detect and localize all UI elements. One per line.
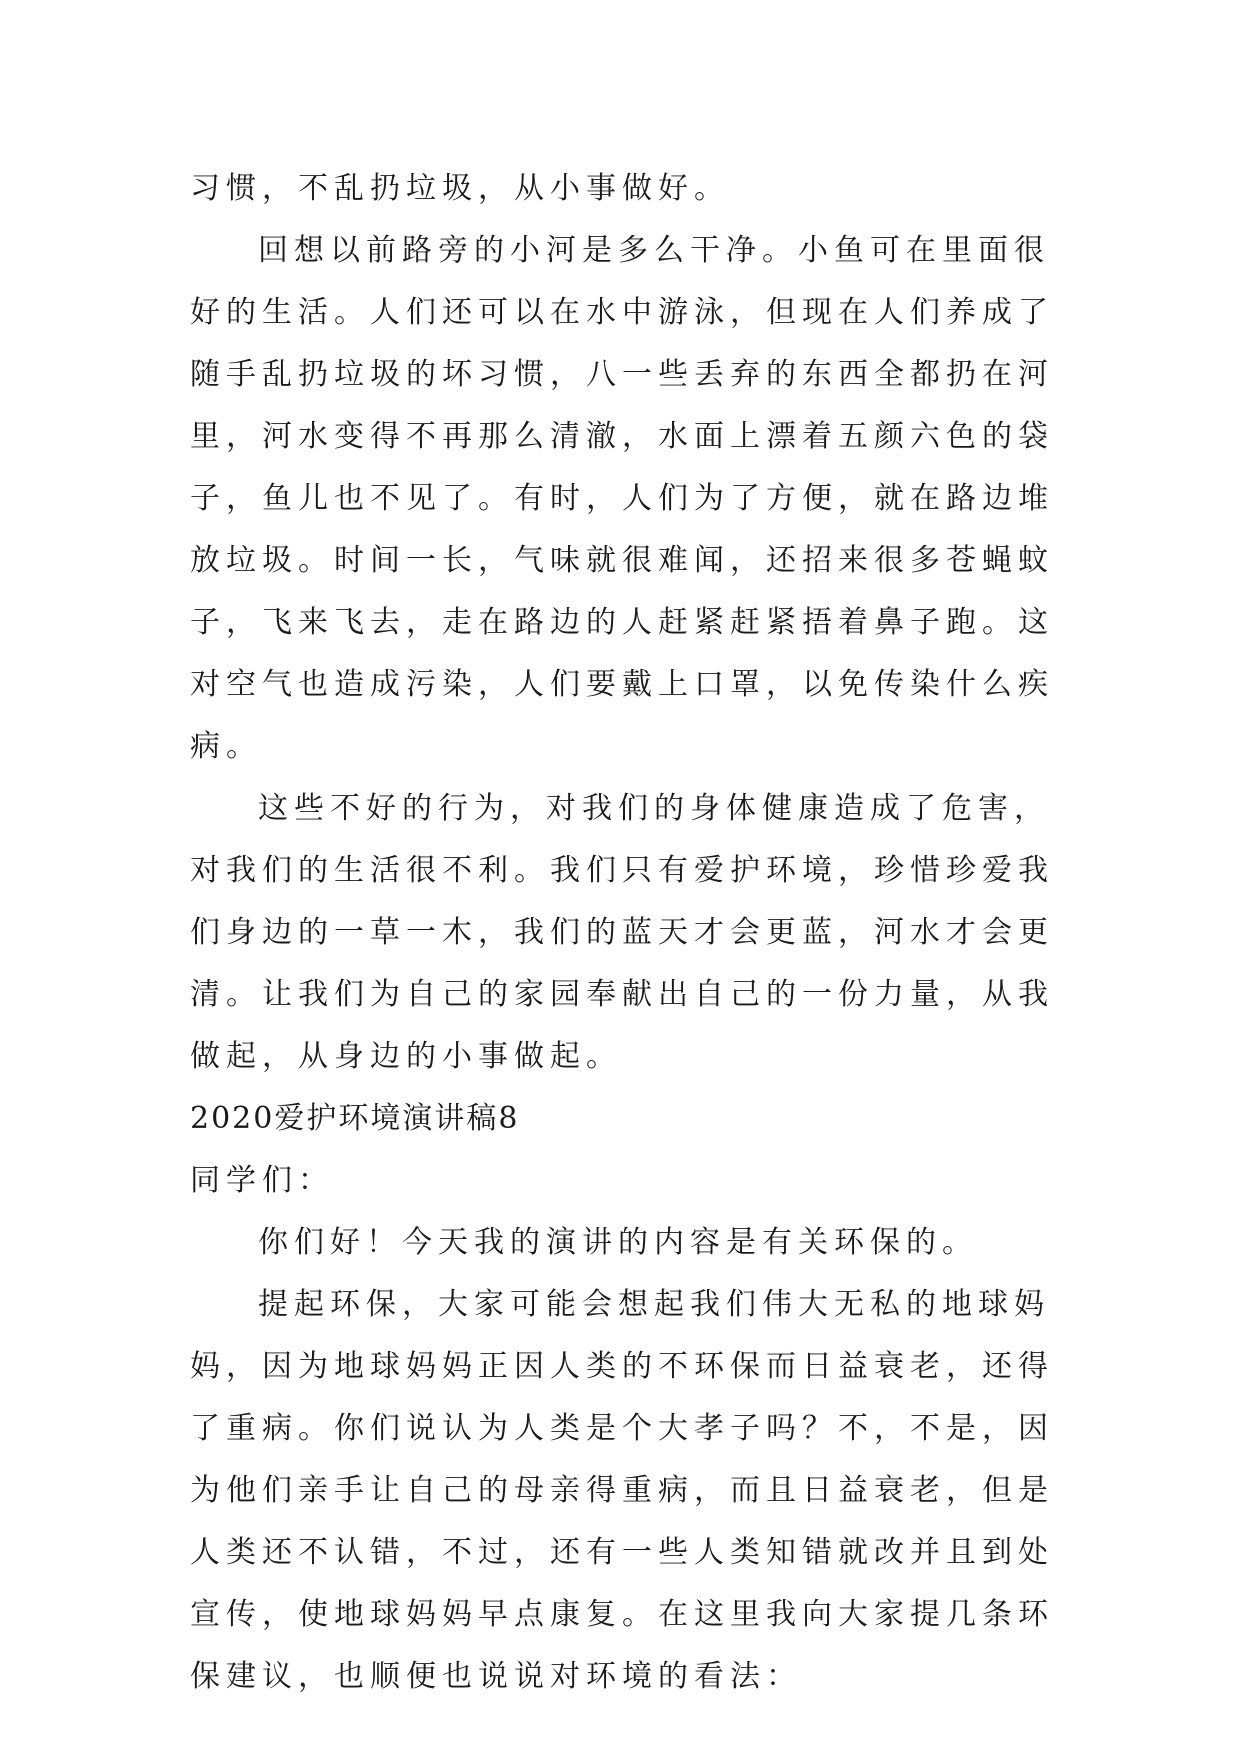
- section-title: 2020爱护环境演讲稿8: [190, 1101, 520, 1136]
- paragraph-river: 回想以前路旁的小河是多么干净。小鱼可在里面很好的生活。人们还可以在水中游泳，但现在人们养成了随手乱扔垃圾的坏习惯，八一些丢弃的东西全都扔在河里，河水变得不再那么清澈，水面上漂着五颜六色的袋子，鱼儿也不见了。有时，人们为了方便，就在路边堆放垃圾。时间一长，气味就很难闻，还招来很多苍蝇蚊子，飞来飞去，走在路边的人赶紧赶紧捂着鼻子跑。这对空气也造成污染，人们要戴上口罩，以免传染什么疾病。: [190, 233, 1054, 764]
- salutation: 同学们：: [190, 1163, 334, 1198]
- document-page: [190, 158, 1060, 1708]
- paragraph-environmental-protection: 提起环保，大家可能会想起我们伟大无私的地球妈妈，因为地球妈妈正因人类的不环保而日益衰老，还得了重病。你们说认为人类是个大孝子吗？不，不是，因为他们亲手让自己的母亲得重病，而且日益衰老，但是人类还不认错，不过，还有一些人类知错就改并且到处宣传，使地球妈妈早点康复。在这里我向大家提几条环保建议，也顺便也说说对环境的看法：: [190, 1287, 1054, 1694]
- paragraph-conclusion: 这些不好的行为，对我们的身体健康造成了危害，对我们的生活很不利。我们只有爱护环境，珍惜珍爱我们身边的一草一木，我们的蓝天才会更蓝，河水才会更清。让我们为自己的家园奉献出自己的一份力量，从我做起，从身边的小事做起。: [190, 791, 1054, 1074]
- paragraph-greeting: 你们好！今天我的演讲的内容是有关环保的。: [258, 1225, 978, 1260]
- paragraph-continuation: 习惯，不乱扔垃圾，从小事做好。: [190, 171, 730, 206]
